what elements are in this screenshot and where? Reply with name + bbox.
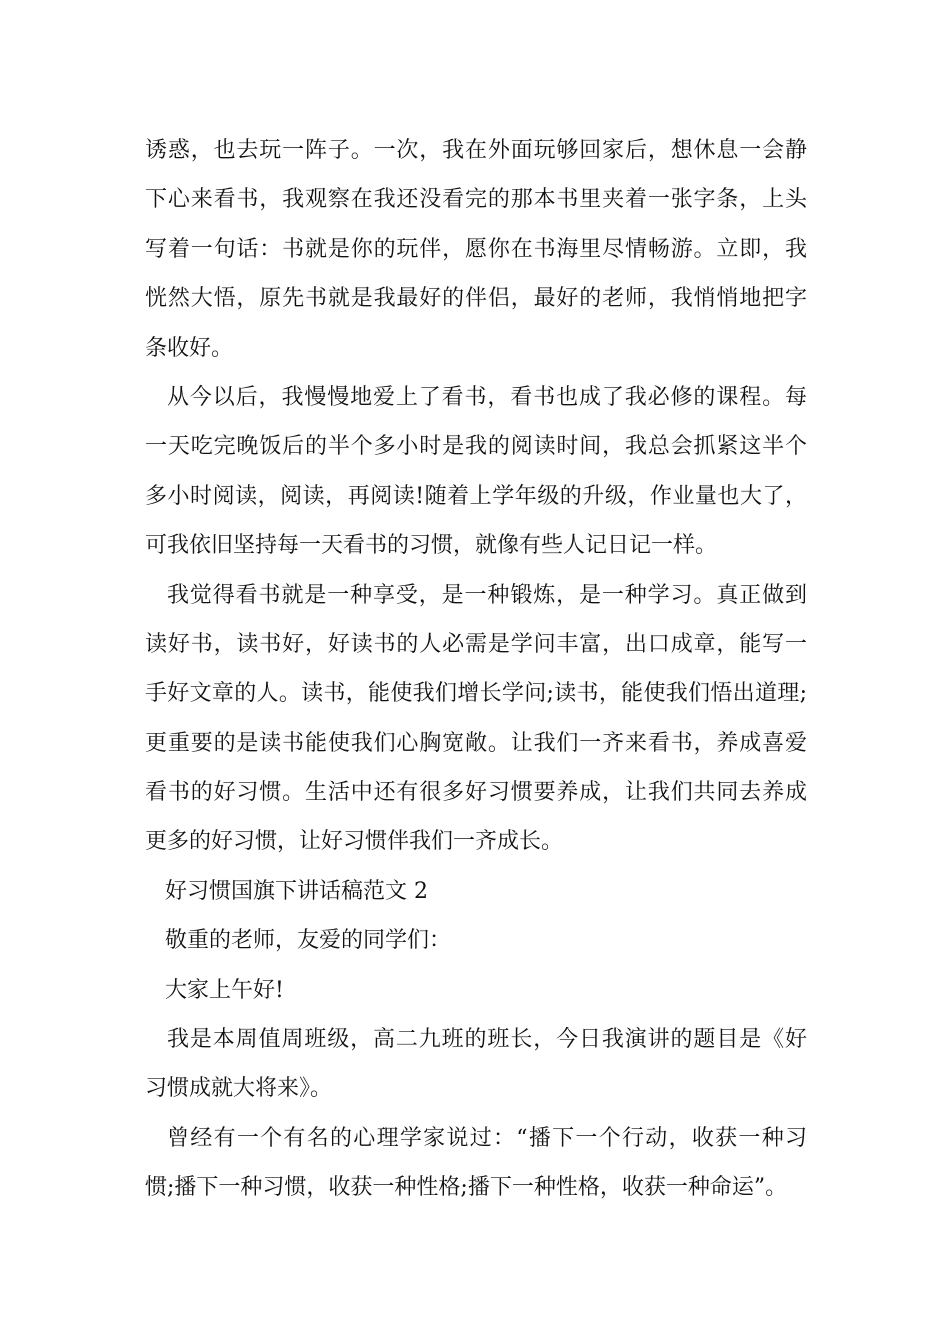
paragraph xyxy=(145,126,807,373)
text-line: 多小时阅读，阅读，再阅读!随着上学年级的升级，作业量也大了， xyxy=(145,483,807,509)
text-line: 更多的好习惯，让好习惯伴我们一齐成长。 xyxy=(145,829,564,855)
text-line: 一天吃完晚饭后的半个多小时是我的阅读时间，我总会抓紧这半个 xyxy=(145,434,807,460)
text-line: 习惯成就大将来》。 xyxy=(145,1076,333,1102)
text-line: 敬重的老师，友爱的同学们： xyxy=(165,928,452,954)
text-line: 大家上午好! xyxy=(165,977,284,1003)
text-line: 惯;播下一种习惯，收获一种性格;播下一种性格，收获一种命运”。 xyxy=(145,1175,788,1201)
section-heading xyxy=(145,867,807,916)
text-line: 我觉得看书就是一种享受，是一种锻炼，是一种学习。真正做到 xyxy=(167,582,807,608)
text-line: 恍然大悟，原先书就是我最好的伴侣，最好的老师，我悄悄地把字 xyxy=(145,286,807,312)
text-line: 手好文章的人。读书，能使我们增长学问;读书，能使我们悟出道理; xyxy=(145,681,807,707)
paragraph xyxy=(145,1114,807,1213)
text-line: 从今以后，我慢慢地爱上了看书，看书也成了我必修的课程。每 xyxy=(167,384,807,410)
text-line: 看书的好习惯。生活中还有很多好习惯要养成，让我们共同去养成 xyxy=(145,780,807,806)
text-line: 写着一句话：书就是你的玩伴，愿你在书海里尽情畅游。立即，我 xyxy=(145,236,807,262)
text-line: 条收好。 xyxy=(145,335,234,361)
paragraph xyxy=(145,373,807,571)
salutation xyxy=(145,916,807,965)
text-line: 读好书，读书好，好读书的人必需是学问丰富，出口成章，能写一 xyxy=(145,631,807,657)
text-line: 曾经有一个有名的心理学家说过：“播下一个行动，收获一种习 xyxy=(167,1125,807,1151)
text-line: 可我依旧坚持每一天看书的习惯，就像有些人记日记一样。 xyxy=(145,533,718,559)
text-line: 诱惑，也去玩一阵子。一次，我在外面玩够回家后，想休息一会静 xyxy=(145,138,807,163)
text-line: 我是本周值周班级，高二九班的班长，今日我演讲的题目是《好 xyxy=(167,1027,807,1053)
document-body xyxy=(145,126,807,1213)
paragraph xyxy=(145,571,807,867)
greeting xyxy=(145,966,807,1015)
text-line: 下心来看书，我观察在我还没看完的那本书里夹着一张字条，上头 xyxy=(145,187,807,213)
text-line: 更重要的是读书能使我们心胸宽敞。让我们一齐来看书，养成喜爱 xyxy=(145,730,807,756)
heading-line: 好习惯国旗下讲话稿范文 2 xyxy=(165,878,428,904)
paragraph xyxy=(145,1015,807,1114)
